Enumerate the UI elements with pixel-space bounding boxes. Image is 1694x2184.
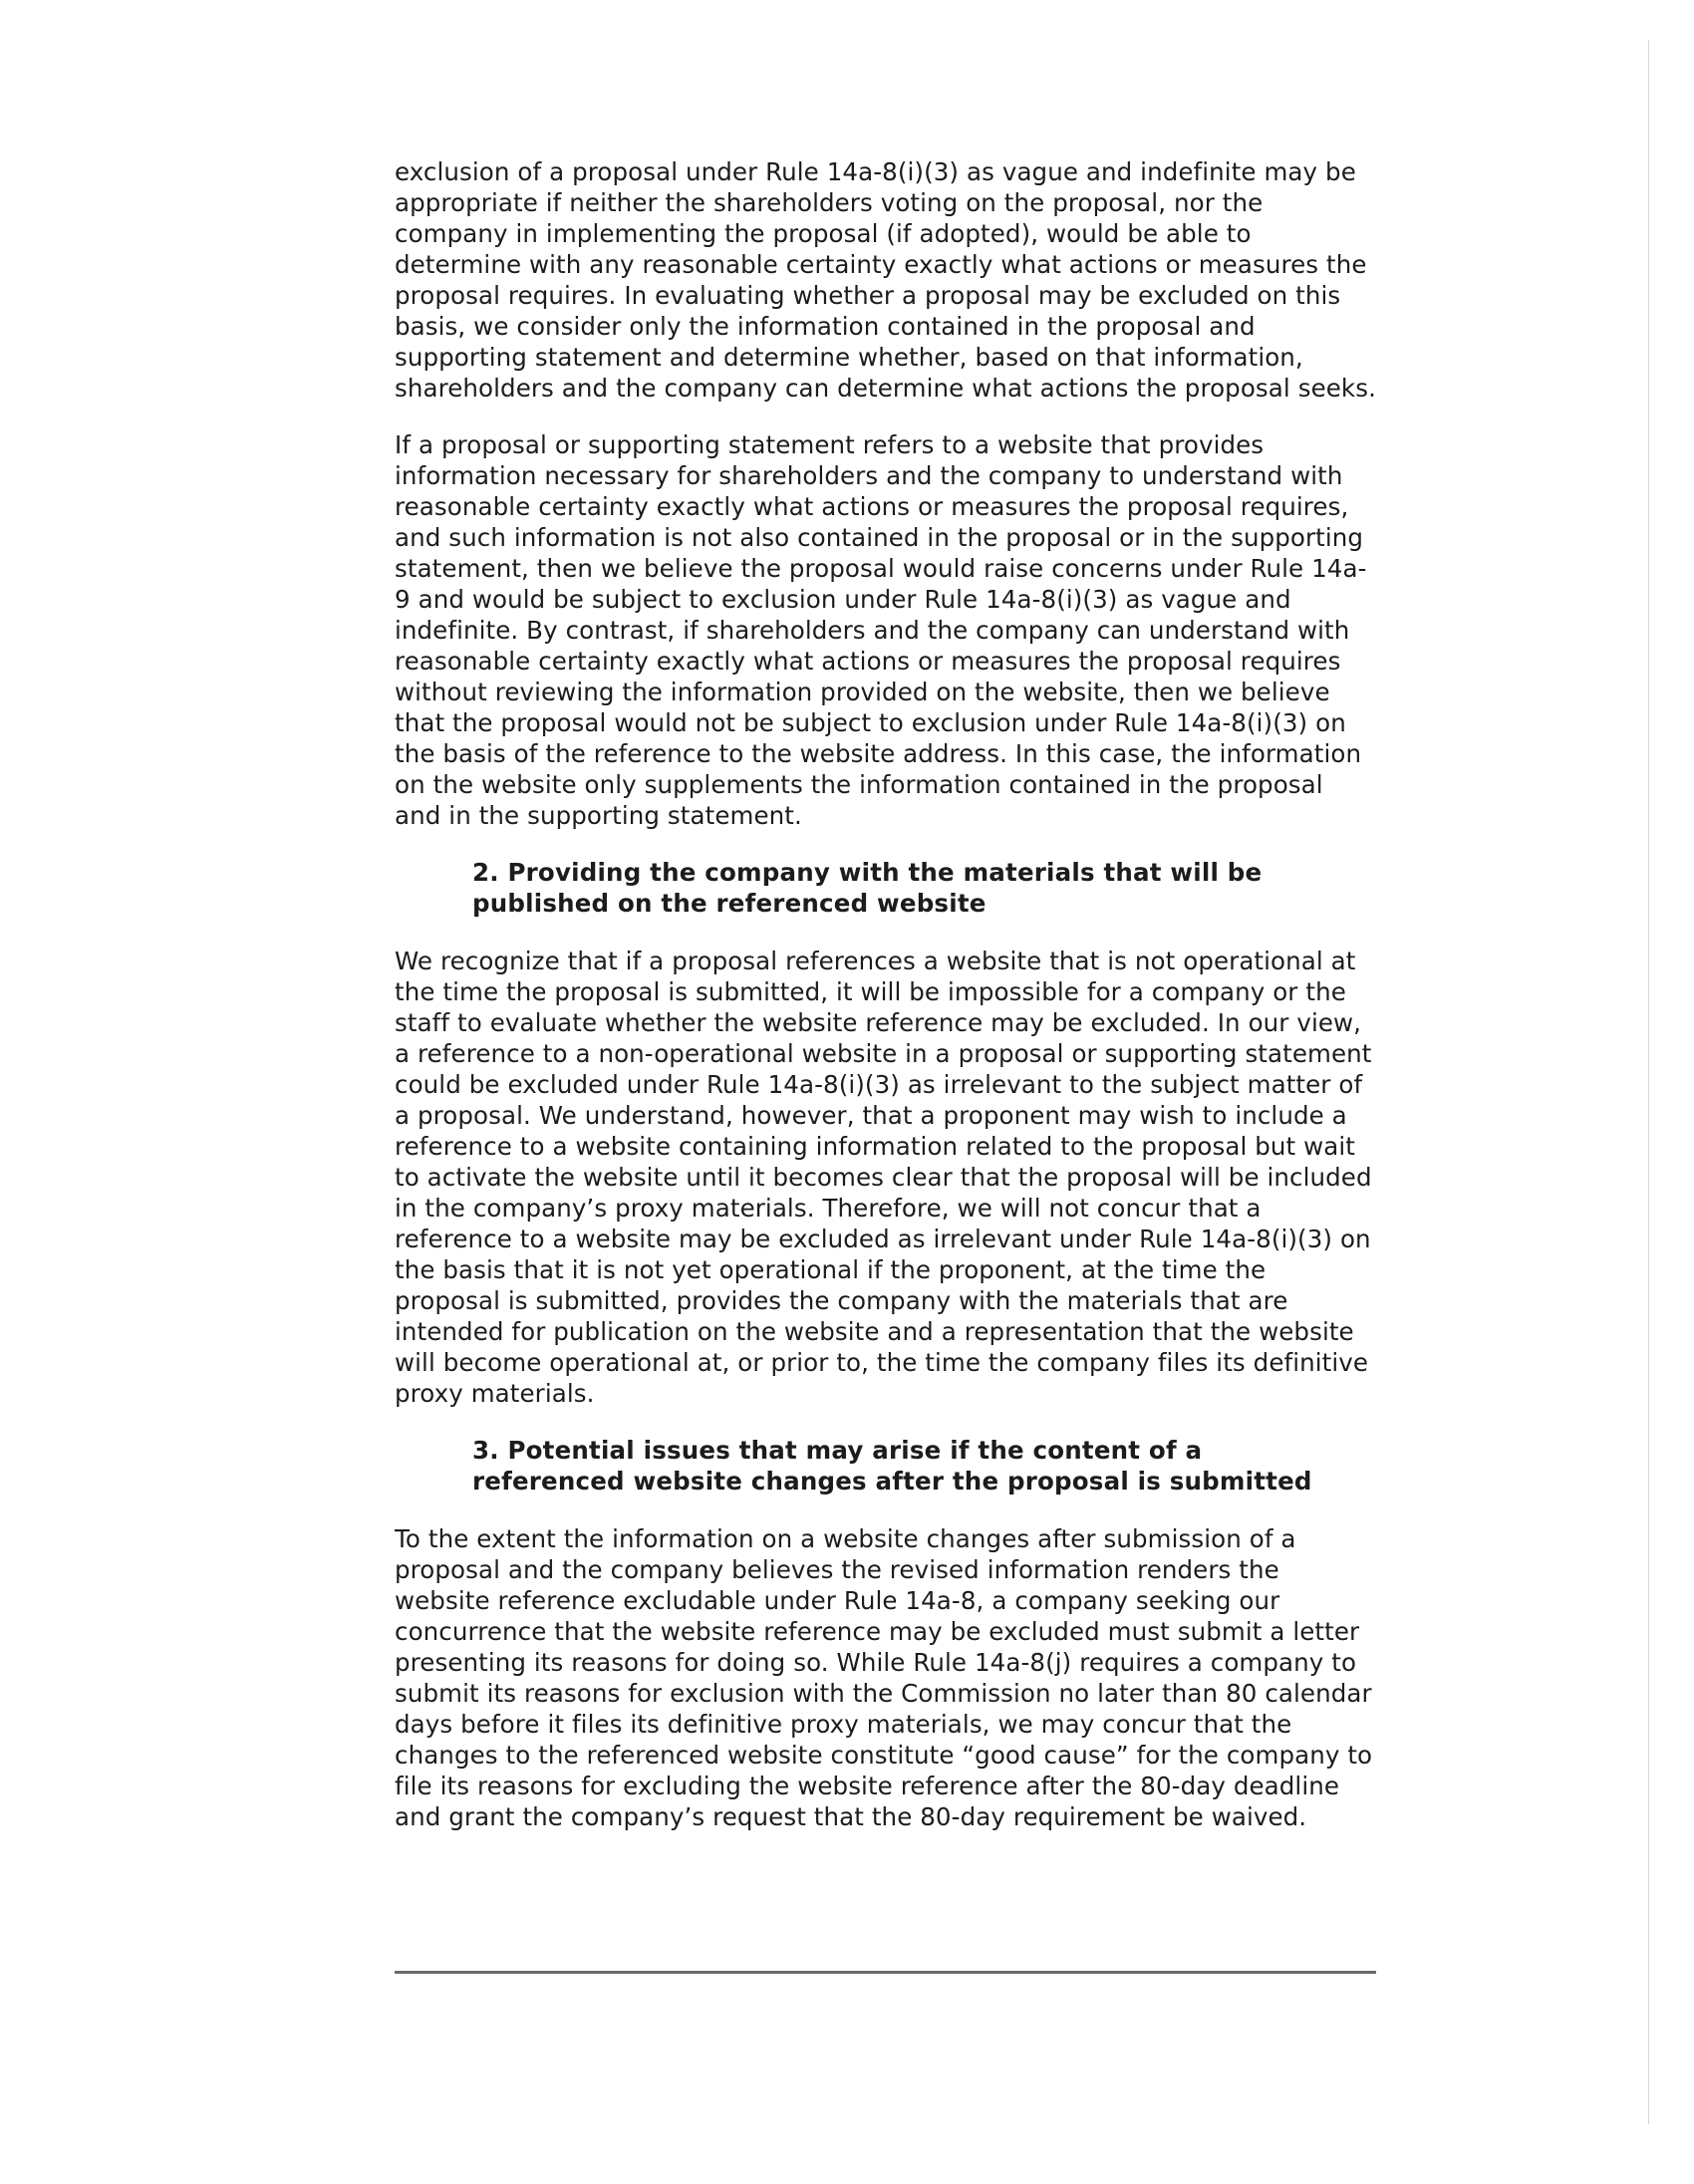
section-heading-content-changes: 3. Potential issues that may arise if the content of a referenced website changes after the proposal is submitted <box>472 1436 1312 1496</box>
document-body <box>395 156 1376 1858</box>
footer-divider <box>395 1971 1376 1974</box>
section-heading-providing-materials: 2. Providing the company with the materials that will be published on the referenced website <box>472 858 1263 918</box>
paragraph-content-changes: To the extent the information on a website changes after submission of a proposal and the company believes the revised information renders the website reference excludable under Rule 14a-8, a company seeking our concurrence that the website reference may be excluded must submit a letter presenting its reasons for doing so. While Rule 14a-8(j) requires a company to submit its reasons for exclusion with the Commission no later than 80 calendar days before it files its definitive proxy materials, we may concur that the changes to the referenced website constitute “good cause” for the company to file its reasons for excluding the website reference after the 80-day deadline and grant the company’s request that the 80-day requirement be waived. <box>395 1524 1373 1831</box>
page-edge-line <box>1648 40 1649 2124</box>
paragraph-non-operational-website: We recognize that if a proposal references a website that is not operational at the time the proposal is submitted, it will be impossible for a company or the staff to evaluate whether the website reference may be excluded. In our view, a reference to a non-operational website in a proposal or supporting statement could be excluded under Rule 14a-8(i)(3) as irrelevant to the subject matter of a proposal. We understand, however, that a proponent may wish to include a reference to a website containing information related to the proposal but wait to activate the website until it becomes clear that the proposal will be included in the company’s proxy materials. Therefore, we will not concur that a reference to a website may be excluded as irrelevant under Rule 14a-8(i)(3) on the basis that it is not yet operational if the proponent, at the time the proposal is submitted, provides the company with the materials that are intended for publication on the website and a representation that the website will become operational at, or prior to, the time the company files its definitive proxy materials. <box>395 947 1372 1408</box>
paragraph-vague-indefinite: exclusion of a proposal under Rule 14a-8(i)(3) as vague and indefinite may be appropriate if neither the shareholders voting on the proposal, nor the company in implementing the proposal (if adopted), would be able to determine with any reasonable certainty exactly what actions or measures the proposal requires. In evaluating whether a proposal may be excluded on this basis, we consider only the information contained in the proposal and supporting statement and determine whether, based on that information, shareholders and the company can determine what actions the proposal seeks. <box>395 157 1376 403</box>
paragraph-website-reference: If a proposal or supporting statement refers to a website that provides information necessary for shareholders and the company to understand with reasonable certainty exactly what actions or measures the proposal requires, and such information is not also contained in the proposal or in the supporting statement, then we believe the proposal would raise concerns under Rule 14a-9 and would be subject to exclusion under Rule 14a-8(i)(3) as vague and indefinite. By contrast, if shareholders and the company can understand with reasonable certainty exactly what actions or measures the proposal requires without reviewing the information provided on the website, then we believe that the proposal would not be subject to exclusion under Rule 14a-8(i)(3) on the basis of the reference to the website address. In this case, the information on the website only supplements the information contained in the proposal and in the supporting statement. <box>395 430 1367 830</box>
